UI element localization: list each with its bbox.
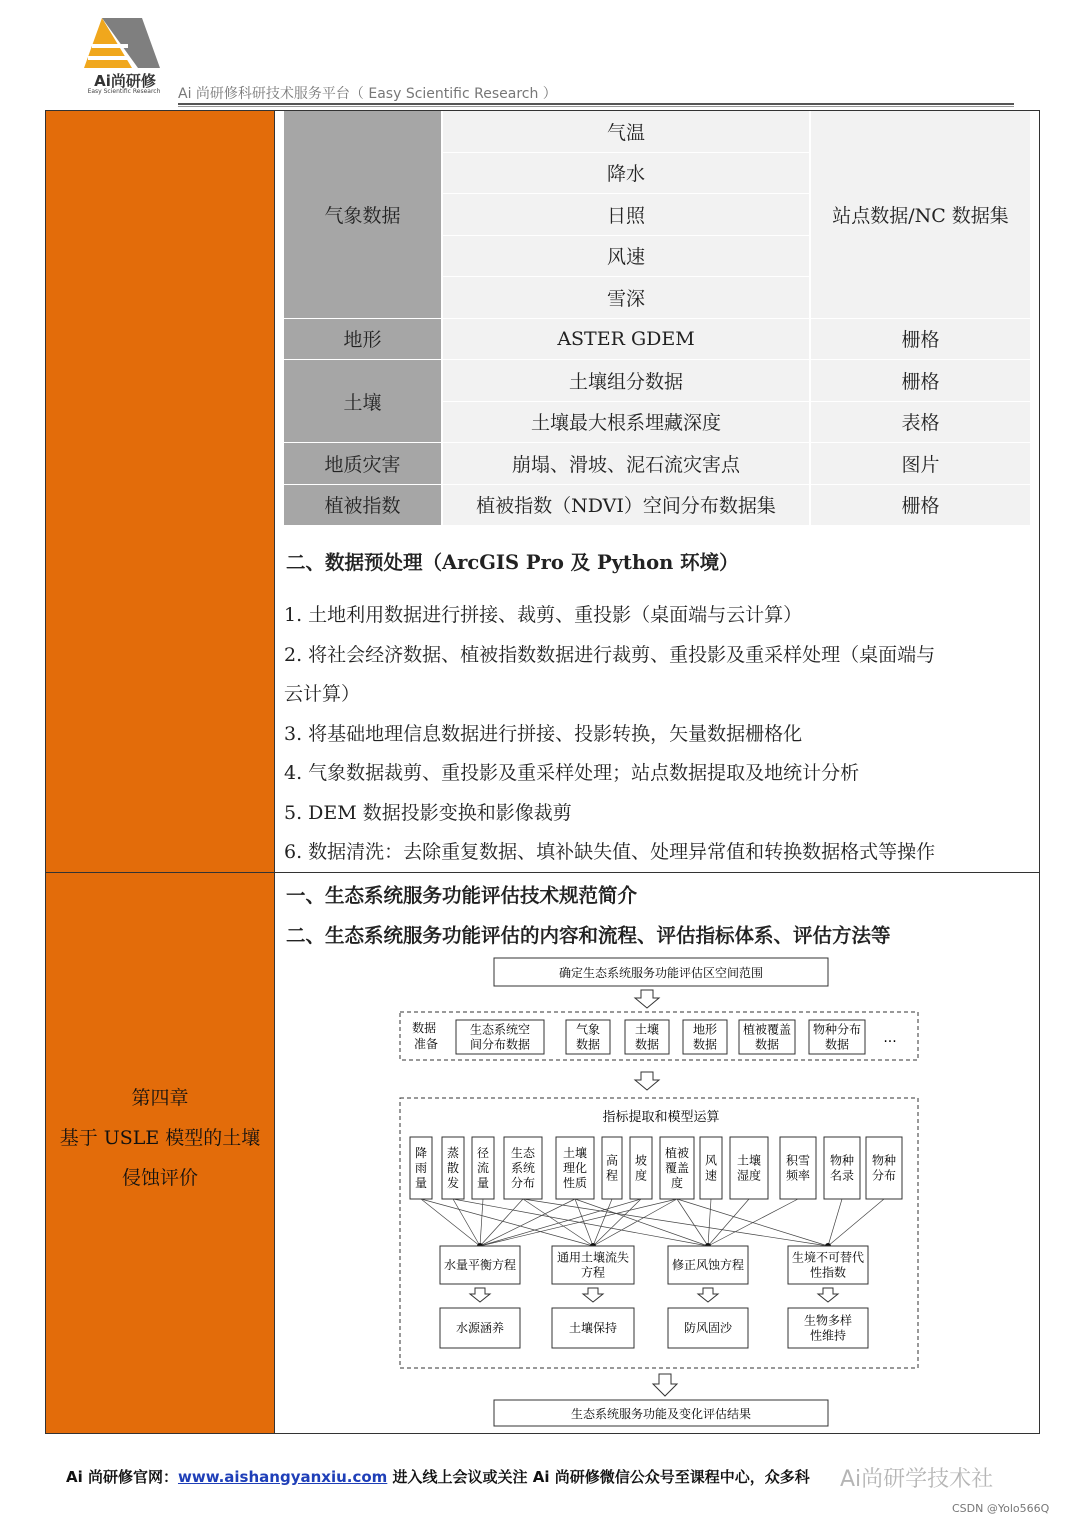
data-table xyxy=(284,111,1030,526)
category-cell: 土壤 xyxy=(284,360,442,443)
chapter-title-line1: 基于 USLE 模型的土壤 xyxy=(59,1127,261,1149)
model-label: 修正风蚀方程 xyxy=(671,1258,745,1272)
website-link[interactable]: www.aishangyanxiu.com xyxy=(177,1468,388,1486)
connector-line xyxy=(677,1199,828,1246)
list-item: 1. 土地利用数据进行拼接、裁剪、重投影（桌面端与云计算） xyxy=(284,604,803,626)
flow-bottom-text: 生态系统服务功能及变化评估结果 xyxy=(570,1407,752,1421)
item-cell: 土壤组分数据 xyxy=(442,360,810,402)
data-prep-label-1: 数据 xyxy=(412,1021,437,1035)
format-cell: 栅格 xyxy=(810,318,1030,360)
indicator-label: 风速 xyxy=(704,1153,718,1183)
csdn-credit: CSDN @Yolo566Q xyxy=(952,1502,1050,1515)
indicator-label: 物种分布 xyxy=(871,1153,897,1183)
item-cell: 日照 xyxy=(442,194,810,236)
format-cell: 栅格 xyxy=(810,484,1030,526)
logo-subtitle: Easy Scientific Research xyxy=(87,88,161,95)
format-cell: 站点数据/NC 数据集 xyxy=(810,111,1030,318)
indicator-label: 径流量 xyxy=(476,1146,490,1190)
data-prep-label-2: 准备 xyxy=(413,1037,439,1051)
item-cell: 植被指数（NDVI）空间分布数据集 xyxy=(442,484,810,526)
flowchart xyxy=(390,950,930,1430)
ellipsis: ... xyxy=(883,1030,897,1046)
chapter-number: 第四章 xyxy=(131,1087,189,1109)
format-cell: 图片 xyxy=(810,443,1030,485)
item-cell: ASTER GDEM xyxy=(442,318,810,360)
connector-line xyxy=(828,1199,842,1246)
indicator-label: 土壤理化性质 xyxy=(562,1146,588,1190)
connector-line xyxy=(523,1199,828,1246)
connector-line xyxy=(828,1199,884,1246)
table-row xyxy=(284,111,1030,152)
data-prep-item-label: 植被覆盖数据 xyxy=(742,1022,792,1052)
category-cell: 地质灾害 xyxy=(284,443,442,485)
header-rule-thin xyxy=(178,106,1014,107)
down-arrow-icon xyxy=(635,990,659,1008)
indicator-label: 坡度 xyxy=(634,1153,648,1183)
down-arrow-icon xyxy=(698,1288,718,1302)
item-cell: 降水 xyxy=(442,152,810,194)
list-item: 云计算） xyxy=(284,683,361,705)
table-row xyxy=(284,443,1030,485)
format-cell: 栅格 xyxy=(810,360,1030,402)
header-title: Ai 尚研修科研技术服务平台（ Easy Scientific Research ） xyxy=(178,86,557,102)
flow-top-text: 确定生态系统服务功能评估区空间范围 xyxy=(558,966,764,980)
model-label: 通用土壤流失方程 xyxy=(556,1250,630,1280)
item-cell: 土壤最大根系埋藏深度 xyxy=(442,401,810,443)
category-cell: 地形 xyxy=(284,318,442,360)
indicator-label: 土壤湿度 xyxy=(736,1153,762,1183)
indicator-label: 物种名录 xyxy=(829,1153,855,1183)
data-prep-item-label: 气象数据 xyxy=(575,1022,601,1052)
connector-line xyxy=(421,1199,480,1246)
connector-line xyxy=(480,1199,523,1246)
item-cell: 崩塌、滑坡、泥石流灾害点 xyxy=(442,443,810,485)
data-prep-label xyxy=(412,1020,440,1051)
connector-line xyxy=(708,1199,711,1246)
table-row xyxy=(284,360,1030,402)
connector-line xyxy=(523,1199,593,1246)
category-cell: 植被指数 xyxy=(284,484,442,526)
item-cell: 风速 xyxy=(442,235,810,277)
connector-line xyxy=(593,1199,677,1246)
section-heading-process: 二、生态系统服务功能评估的内容和流程、评估指标体系、评估方法等 xyxy=(286,924,891,947)
indicator-label: 高程 xyxy=(605,1153,619,1183)
chapter3-side-cell xyxy=(46,111,275,872)
data-prep-item-label: 物种分布数据 xyxy=(812,1022,862,1052)
footer-suffix: 进入线上会议或关注 Ai 尚研修微信公众号至课程中心，众多科 xyxy=(387,1468,810,1486)
indicator-label: 植被覆盖度 xyxy=(664,1146,690,1190)
service-label: 土壤保持 xyxy=(568,1321,618,1335)
indicator-label: 降雨量 xyxy=(414,1146,428,1190)
connector-line xyxy=(480,1199,483,1246)
indicator-items xyxy=(410,1137,902,1199)
connector-line xyxy=(677,1199,708,1246)
model-group-title: 指标提取和模型运算 xyxy=(602,1110,720,1125)
list-item: 2. 将社会经济数据、植被指数数据进行裁剪、重投影及重采样处理（桌面端与 xyxy=(284,643,936,666)
preprocessing-list xyxy=(284,596,1034,873)
connector-line xyxy=(480,1199,677,1246)
section-heading-preprocessing: 二、数据预处理（ArcGIS Pro 及 Python 环境） xyxy=(286,551,739,574)
model-items xyxy=(440,1246,868,1284)
category-cell: 气象数据 xyxy=(284,111,442,318)
chapter-title-line2: 侵蚀评价 xyxy=(121,1167,198,1189)
list-item: 5. DEM 数据投影变换和影像裁剪 xyxy=(284,801,572,824)
down-arrow-icon xyxy=(653,1374,677,1396)
data-prep-item-label: 地形数据 xyxy=(692,1022,718,1052)
list-item: 4. 气象数据裁剪、重投影及重采样处理；站点数据提取及地统计分析 xyxy=(284,762,860,784)
connector-line xyxy=(453,1199,480,1246)
service-label: 水源涵养 xyxy=(455,1321,505,1335)
indicator-label: 积雪频率 xyxy=(785,1153,811,1183)
model-label: 水量平衡方程 xyxy=(443,1258,517,1272)
data-prep-item-label: 土壤数据 xyxy=(634,1022,660,1052)
model-label: 生境不可替代性指数 xyxy=(791,1250,865,1280)
connector-line xyxy=(453,1199,708,1246)
service-label: 防风固沙 xyxy=(683,1321,733,1335)
watermark: Ai尚研学技术社 xyxy=(840,1467,994,1492)
footer-prefix: Ai 尚研修官网： xyxy=(66,1468,178,1486)
item-cell: 雪深 xyxy=(442,277,810,319)
chapter4-title xyxy=(46,1078,274,1198)
connector-line xyxy=(708,1199,749,1246)
connector-line xyxy=(575,1199,708,1246)
logo-text: Ai尚研修 xyxy=(94,72,156,90)
section-heading-standards: 一、生态系统服务功能评估技术规范简介 xyxy=(286,884,638,907)
header-rule xyxy=(178,103,1014,105)
footer xyxy=(66,1466,810,1487)
down-arrow-icon xyxy=(635,1072,659,1090)
data-prep-items xyxy=(456,1020,865,1054)
table-row xyxy=(284,484,1030,526)
connector-lines xyxy=(421,1199,884,1249)
table-row xyxy=(284,318,1030,360)
down-arrow-icon xyxy=(818,1288,838,1302)
data-prep-item-label: 生态系统空间分布数据 xyxy=(469,1022,531,1052)
indicator-label: 生态系统分布 xyxy=(510,1146,536,1190)
service-items xyxy=(440,1288,868,1348)
format-cell: 表格 xyxy=(810,401,1030,443)
list-item: 6. 数据清洗：去除重复数据、填补缺失值、处理异常值和转换数据格式等操作 xyxy=(284,841,936,863)
down-arrow-icon xyxy=(583,1288,603,1302)
item-cell: 气温 xyxy=(442,111,810,152)
logo-mark-icon xyxy=(80,14,170,74)
down-arrow-icon xyxy=(470,1288,490,1302)
list-item: 3. 将基础地理信息数据进行拼接、投影转换，矢量数据栅格化 xyxy=(284,722,803,745)
indicator-label: 蒸散发 xyxy=(446,1146,460,1190)
service-label: 生物多样性维持 xyxy=(803,1313,853,1343)
